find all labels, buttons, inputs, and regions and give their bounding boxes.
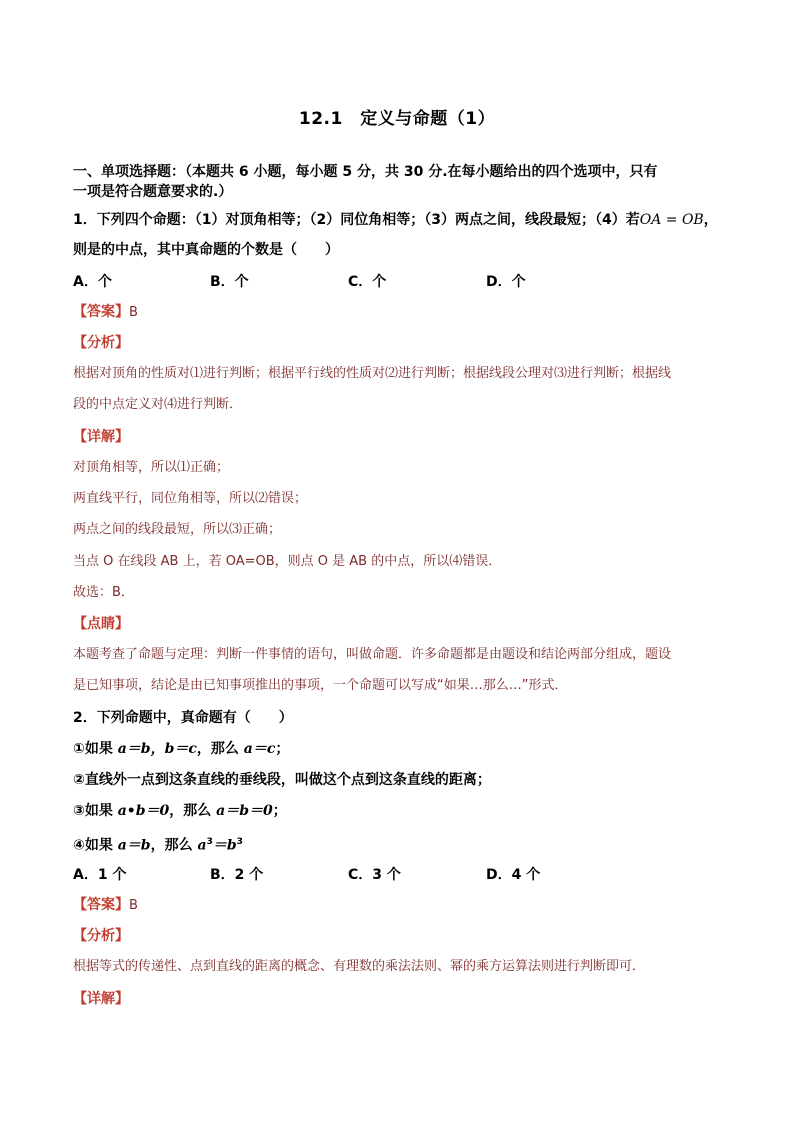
q2-stem: 2．下列命题中，真命题有（ ） bbox=[73, 710, 293, 726]
q1-detail-tag: 【详解】 bbox=[73, 429, 129, 445]
page-title: 12.1 定义与命题（1） bbox=[298, 109, 496, 129]
q2-item-3-math: a•b＝0 bbox=[117, 803, 170, 819]
q2-answer bbox=[73, 895, 138, 916]
q1-stem-text: 1．下列四个命题：（1）对顶角相等；（2）同位角相等；（3）两点之间，线段最短；（4）若 bbox=[73, 212, 640, 228]
q1-comment-line1: 本题考查了命题与定理：判断一件事情的语句，叫做命题．许多命题都是由题设和结论两部分组成，题设 bbox=[73, 647, 672, 662]
q1-analysis-line1: 根据对顶角的性质对⑴进行判断；根据平行线的性质对⑵进行判断；根据线段公理对⑶进行判断；根据线 bbox=[73, 366, 672, 381]
q2-option-a: A．1 个 bbox=[73, 867, 127, 883]
q1-analysis-line2: 段的中点定义对⑷进行判断． bbox=[73, 397, 243, 412]
q2-item-4-math: a＝b bbox=[117, 837, 151, 854]
q1-detail-line5: 故选：B． bbox=[73, 585, 134, 600]
q1-comment-line2: 是已知事项，结论是由已知事项推出的事项，一个命题可以写成“如果…那么…”形式． bbox=[73, 678, 568, 693]
q1-answer-tag: 【答案】 bbox=[73, 304, 129, 320]
q2-item-3-mid: ，那么 bbox=[169, 803, 217, 819]
q2-item-4-eq: ＝b bbox=[212, 837, 237, 854]
q2-item-1-mid: ，那么 bbox=[196, 741, 244, 757]
q1-answer bbox=[73, 302, 138, 323]
q2-answer-tag: 【答案】 bbox=[73, 897, 129, 913]
q1-comment-tag: 【点睛】 bbox=[73, 616, 129, 632]
q1-option-d: D．个 bbox=[486, 274, 526, 290]
q2-option-c: C．3 个 bbox=[348, 867, 401, 883]
q1-detail-line4: 当点 O 在线段 AB 上，若 OA=OB，则点 O 是 AB 的中点，所以⑷错误． bbox=[73, 554, 502, 569]
q2-item-4-pre: ④如果 bbox=[73, 837, 118, 854]
q2-item-3-math2: a＝b＝0 bbox=[216, 803, 273, 819]
q2-item-3 bbox=[73, 801, 287, 821]
q1-detail-line1: 对顶角相等，所以⑴正确； bbox=[73, 460, 230, 475]
q1-stem-tail: ， bbox=[703, 212, 718, 228]
q2-item-2: ②直线外一点到这条直线的垂线段，叫做这个点到这条直线的距离； bbox=[73, 772, 491, 788]
q1-answer-value: B bbox=[129, 305, 138, 320]
q2-analysis-tag: 【分析】 bbox=[73, 928, 129, 944]
q1-analysis-tag: 【分析】 bbox=[73, 335, 129, 351]
q2-option-b: B．2 个 bbox=[210, 867, 264, 883]
q2-option-d: D．4 个 bbox=[486, 867, 541, 883]
q2-item-4 bbox=[73, 832, 243, 856]
q2-item-3-end: ； bbox=[272, 803, 287, 819]
q2-item-3-pre: ③如果 bbox=[73, 803, 118, 819]
q2-item-1-math: a＝b，b＝c bbox=[117, 741, 197, 757]
q2-item-4-exp2: 3 bbox=[236, 837, 243, 847]
q2-item-1-end: ； bbox=[275, 741, 290, 757]
q2-item-4-a: a bbox=[197, 837, 207, 854]
section-heading-line1: 一、单项选择题：（本题共 6 小题，每小题 5 分，共 30 分.在每小题给出的四个选项中，只有 bbox=[73, 164, 658, 180]
q1-detail-line2: 两直线平行，同位角相等，所以⑵错误； bbox=[73, 491, 308, 506]
q1-option-a: A．个 bbox=[73, 274, 112, 290]
q2-item-1 bbox=[73, 739, 289, 759]
q1-stem-math: OA = OB bbox=[639, 212, 704, 228]
q2-item-1-math2: a＝c bbox=[243, 741, 276, 757]
q2-answer-value: B bbox=[129, 898, 138, 913]
q2-analysis-line: 根据等式的传递性、点到直线的距离的概念、有理数的乘法法则、幂的乘方运算法则进行判断即可． bbox=[73, 959, 646, 974]
section-heading-line2: 一项是符合题意要求的.） bbox=[73, 184, 233, 200]
q1-stem-line2: 则是的中点，其中真命题的个数是（ ） bbox=[73, 242, 339, 258]
q2-item-1-pre: ①如果 bbox=[73, 741, 118, 757]
q1-stem-line1 bbox=[73, 210, 718, 230]
q1-option-c: C．个 bbox=[348, 274, 387, 290]
q2-item-4-exp1: 3 bbox=[206, 837, 213, 847]
q2-item-4-mid: ，那么 bbox=[150, 837, 198, 854]
q1-detail-line3: 两点之间的线段最短，所以⑶正确； bbox=[73, 522, 282, 537]
q1-option-b: B．个 bbox=[210, 274, 249, 290]
q2-detail-tag: 【详解】 bbox=[73, 991, 129, 1007]
